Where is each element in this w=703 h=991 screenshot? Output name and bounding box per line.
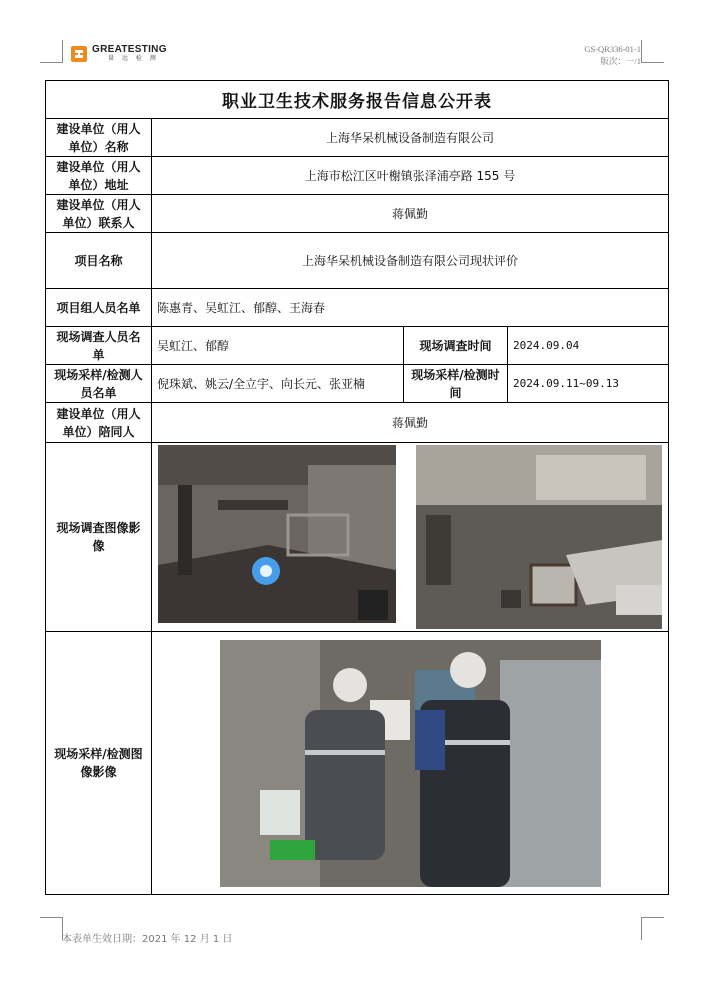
effective-date-note: 本表单生效日期：2021 年 12 月 1 日	[62, 934, 233, 945]
table-row	[46, 403, 669, 443]
employer-address-value: 上海市松江区叶榭镇张泽浦亭路 155 号	[152, 157, 669, 195]
employer-name-label: 建设单位（用人单位）名称	[46, 119, 152, 157]
logo-subtitle: 量 远 检 测	[108, 55, 159, 62]
sampling-staff-label: 现场采样/检测人员名单	[46, 365, 152, 403]
survey-photo-welding	[158, 445, 396, 623]
sampling-photo-workers	[220, 640, 601, 887]
doc-version: 版次：一/1	[600, 56, 641, 66]
company-logo	[70, 44, 167, 63]
table-row	[46, 195, 669, 233]
survey-time-label: 现场调查时间	[404, 327, 508, 365]
table-row	[46, 157, 669, 195]
sampling-time-value: 2024.09.11~09.13	[508, 365, 669, 403]
table-row	[46, 632, 669, 895]
survey-images-cell	[152, 443, 669, 632]
crop-mark-top-left	[40, 40, 63, 63]
survey-staff-label: 现场调查人员名单	[46, 327, 152, 365]
sampling-images-cell	[152, 632, 669, 895]
table-row	[46, 327, 669, 365]
title-row	[46, 81, 669, 119]
sampling-images-label: 现场采样/检测图像影像	[46, 632, 152, 895]
table-row	[46, 443, 669, 632]
logo-name: GREATESTING	[92, 44, 167, 55]
project-name-value: 上海华呆机械设备制造有限公司现状评价	[152, 233, 669, 289]
info-disclosure-table	[45, 80, 669, 895]
team-members-label: 项目组人员名单	[46, 289, 152, 327]
team-members-value: 陈惠青、吴虹江、郁醇、王海春	[152, 289, 669, 327]
table-row	[46, 289, 669, 327]
doc-code: GS-QR336-01-1	[584, 44, 641, 54]
table-row	[46, 365, 669, 403]
employer-contact-label: 建设单位（用人单位）联系人	[46, 195, 152, 233]
accompany-value: 蒋佩勤	[152, 403, 669, 443]
table-row	[46, 119, 669, 157]
employer-contact-value: 蒋佩勤	[152, 195, 669, 233]
crop-mark-top-right	[641, 40, 664, 63]
sampling-staff-value: 倪珠斌、姚云/全立宇、向长元、张亚楠	[152, 365, 404, 403]
sampling-time-label: 现场采样/检测时间	[404, 365, 508, 403]
accompany-label: 建设单位（用人单位）陪同人	[46, 403, 152, 443]
survey-images-label: 现场调查图像影像	[46, 443, 152, 632]
document-number-block	[584, 43, 641, 67]
survey-staff-value: 吴虹江、郁醇	[152, 327, 404, 365]
project-name-label: 项目名称	[46, 233, 152, 289]
logo-mark-icon	[70, 45, 88, 63]
survey-time-value: 2024.09.04	[508, 327, 669, 365]
employer-name-value: 上海华呆机械设备制造有限公司	[152, 119, 669, 157]
crop-mark-bottom-right	[641, 917, 664, 940]
employer-address-label: 建设单位（用人单位）地址	[46, 157, 152, 195]
page-title: 职业卫生技术服务报告信息公开表	[46, 81, 669, 119]
survey-photo-workshop	[416, 445, 662, 629]
table-row	[46, 233, 669, 289]
crop-mark-bottom-left	[40, 917, 63, 940]
